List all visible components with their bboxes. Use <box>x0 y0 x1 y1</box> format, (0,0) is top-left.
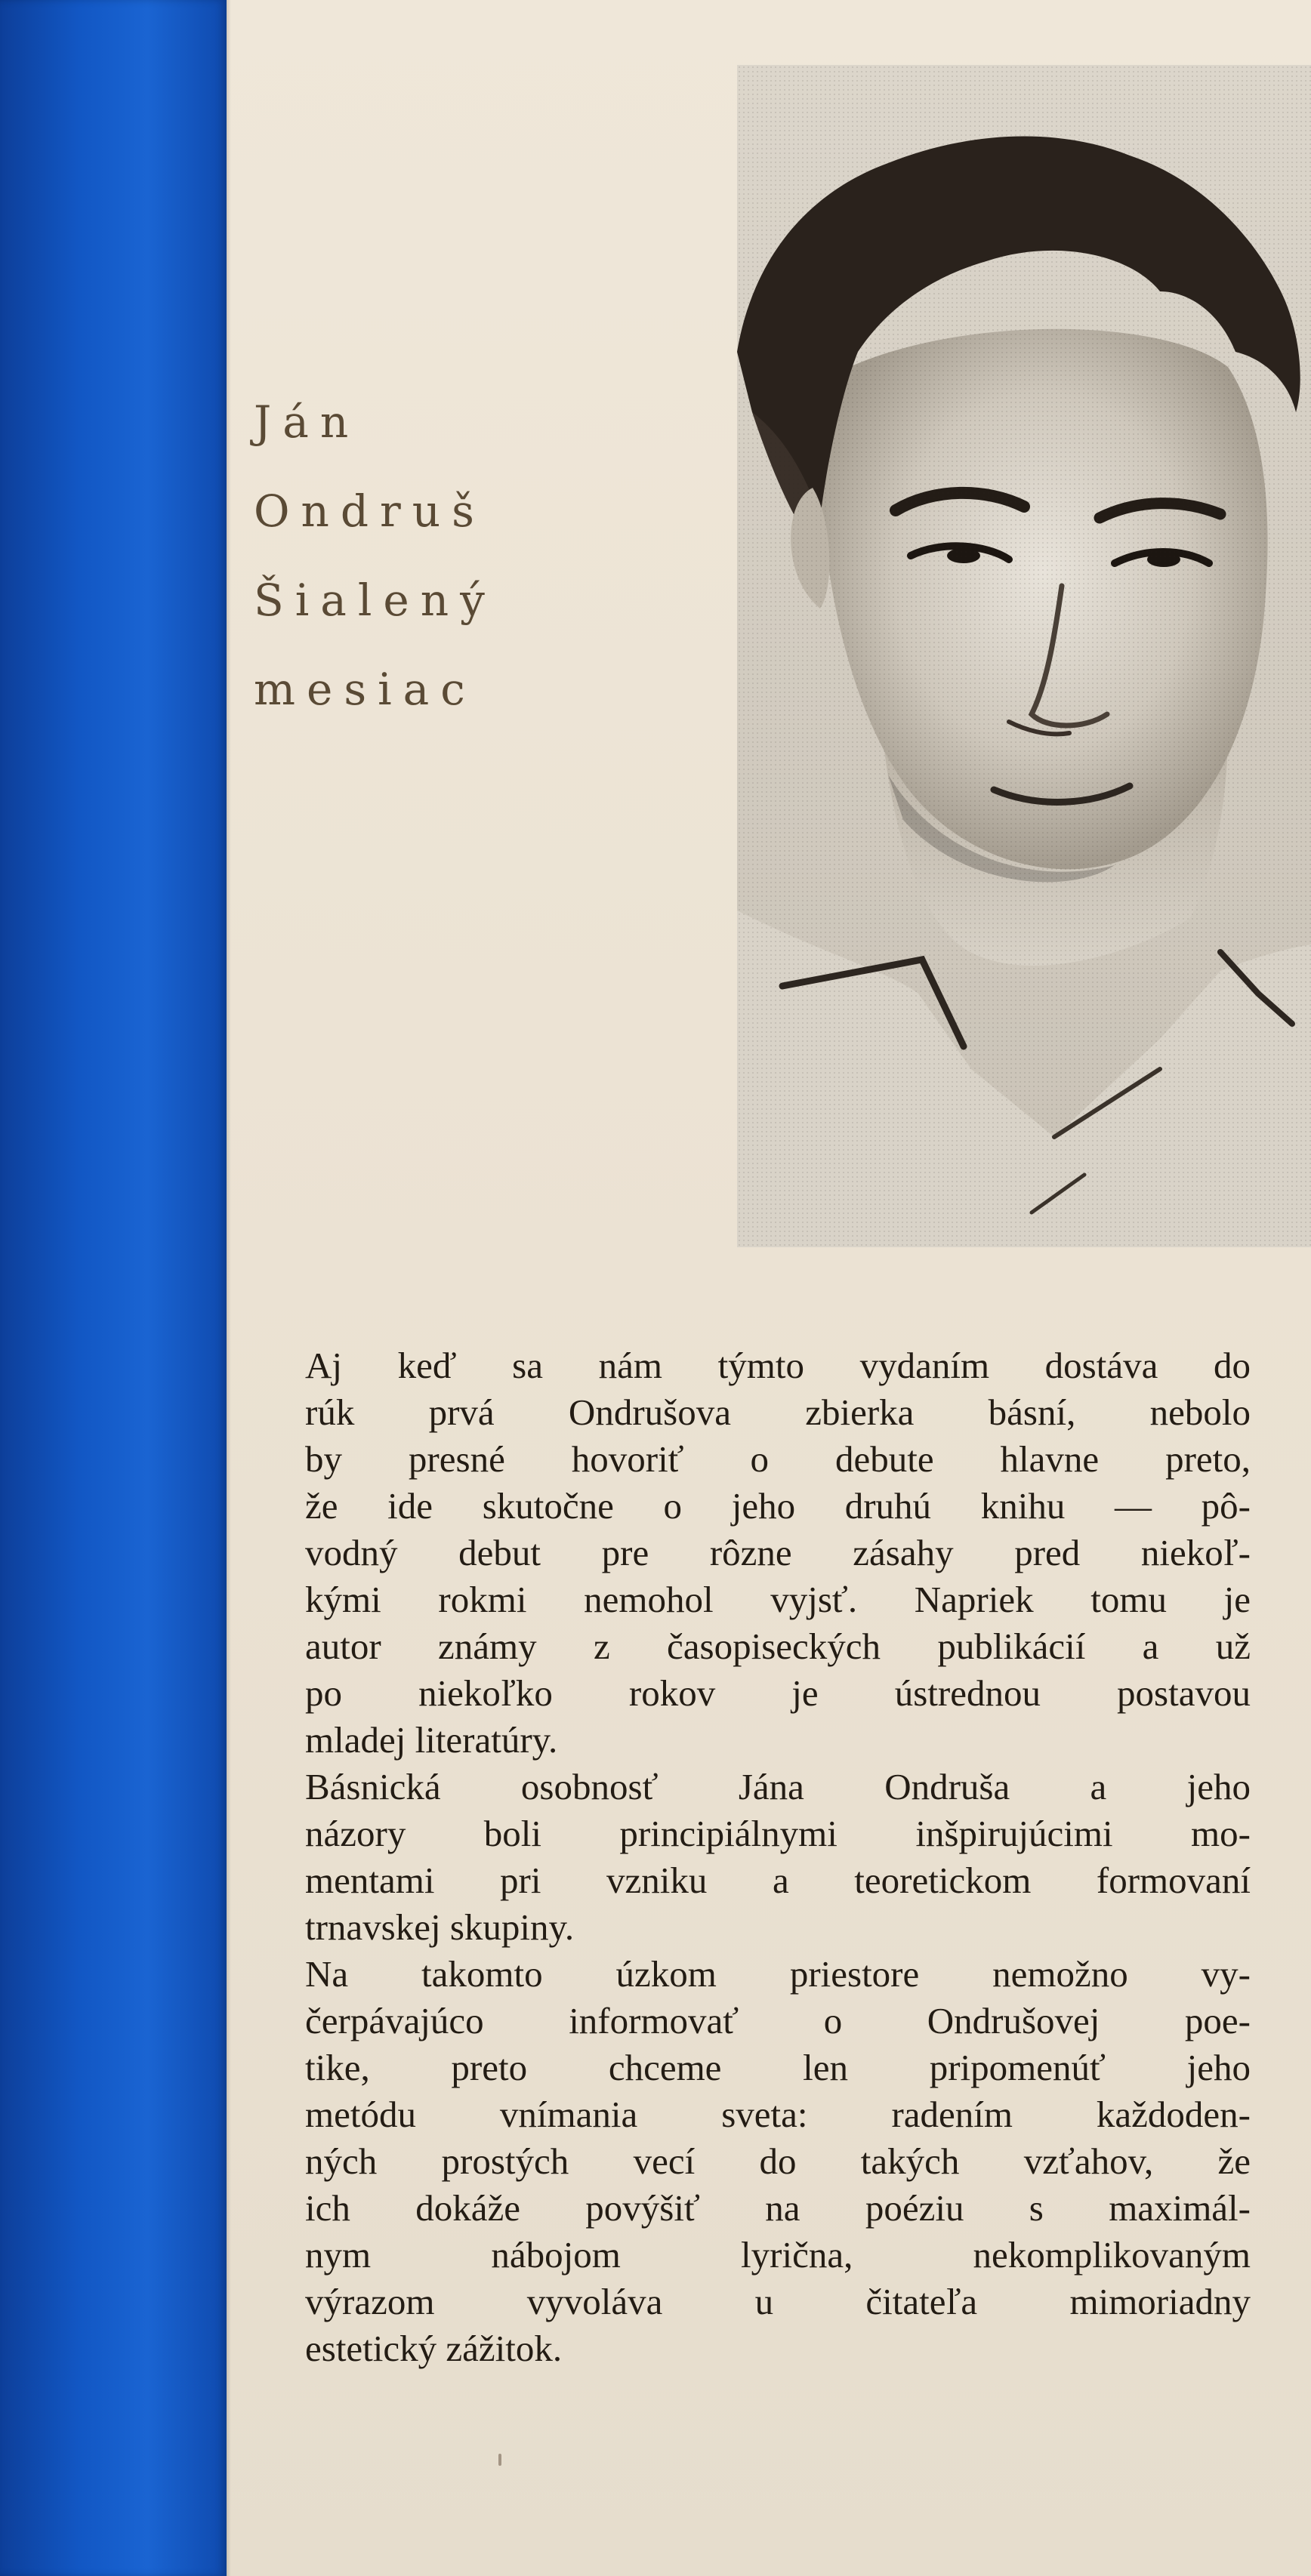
blurb-line: estetický zážitok. <box>305 2328 563 2369</box>
print-mark <box>498 2454 501 2466</box>
blue-spine-stripe <box>0 0 227 2576</box>
blurb-line: Básnická osobnosť Jána Ondruša a jeho <box>305 1766 1251 1807</box>
blurb-line: ich dokáže povýšiť na poéziu s maximál- <box>305 2187 1251 2229</box>
blurb-line: by presné hovoriť o debute hlavne preto, <box>305 1438 1251 1480</box>
blurb-paragraph-3 <box>305 1951 1251 2372</box>
blurb-line: Aj keď sa nám týmto vydaním dostáva do <box>305 1345 1251 1386</box>
author-first-name: Ján <box>254 396 360 448</box>
blurb-line: čerpávajúco informovať o Ondrušovej poe- <box>305 2000 1251 2041</box>
blurb-line: rúk prvá Ondrušova zbierka básní, nebolo <box>305 1391 1251 1433</box>
book-title-line-2: mesiac <box>254 664 477 715</box>
blurb-line: trnavskej skupiny. <box>305 1906 575 1948</box>
book-title-line-1: Šialený <box>254 575 496 626</box>
jacket-blurb <box>305 1342 1251 2372</box>
blurb-line: metódu vnímania sveta: radením každoden- <box>305 2094 1251 2135</box>
blurb-line: Na takomto úzkom priestore nemožno vy- <box>305 1953 1251 1995</box>
blurb-line: výrazom vyvoláva u čitateľa mimoriadny <box>305 2281 1251 2322</box>
blurb-line: po niekoľko rokov je ústrednou postavou <box>305 1672 1251 1714</box>
author-portrait-photo <box>737 65 1311 1247</box>
author-last-name: Ondruš <box>254 485 486 537</box>
blurb-line: vodný debut pre rôzne zásahy pred niekoľ- <box>305 1532 1251 1573</box>
blurb-line: autor známy z časopiseckých publikácií a už <box>305 1625 1251 1667</box>
blurb-line: ných prostých vecí do takých vzťahov, že <box>305 2140 1251 2182</box>
blurb-line: nym nábojom lyrična, nekomplikovaným <box>305 2234 1251 2276</box>
blurb-paragraph-1 <box>305 1342 1251 1764</box>
blurb-line: názory boli principiálnymi inšpirujúcimi mo- <box>305 1813 1251 1854</box>
stripe-shadow <box>227 0 231 2576</box>
blurb-line: mentami pri vzniku a teoretickom formovaní <box>305 1860 1251 1901</box>
blurb-line: že ide skutočne o jeho druhú knihu — pô- <box>305 1485 1251 1527</box>
author-portrait-image <box>737 65 1311 1247</box>
blurb-line: kými rokmi nemohol vyjsť. Napriek tomu je <box>305 1579 1251 1620</box>
blurb-line: tike, preto chceme len pripomenúť jeho <box>305 2047 1251 2088</box>
blurb-line: mladej literatúry. <box>305 1719 558 1761</box>
blurb-paragraph-2 <box>305 1764 1251 1951</box>
title-block <box>254 377 571 734</box>
